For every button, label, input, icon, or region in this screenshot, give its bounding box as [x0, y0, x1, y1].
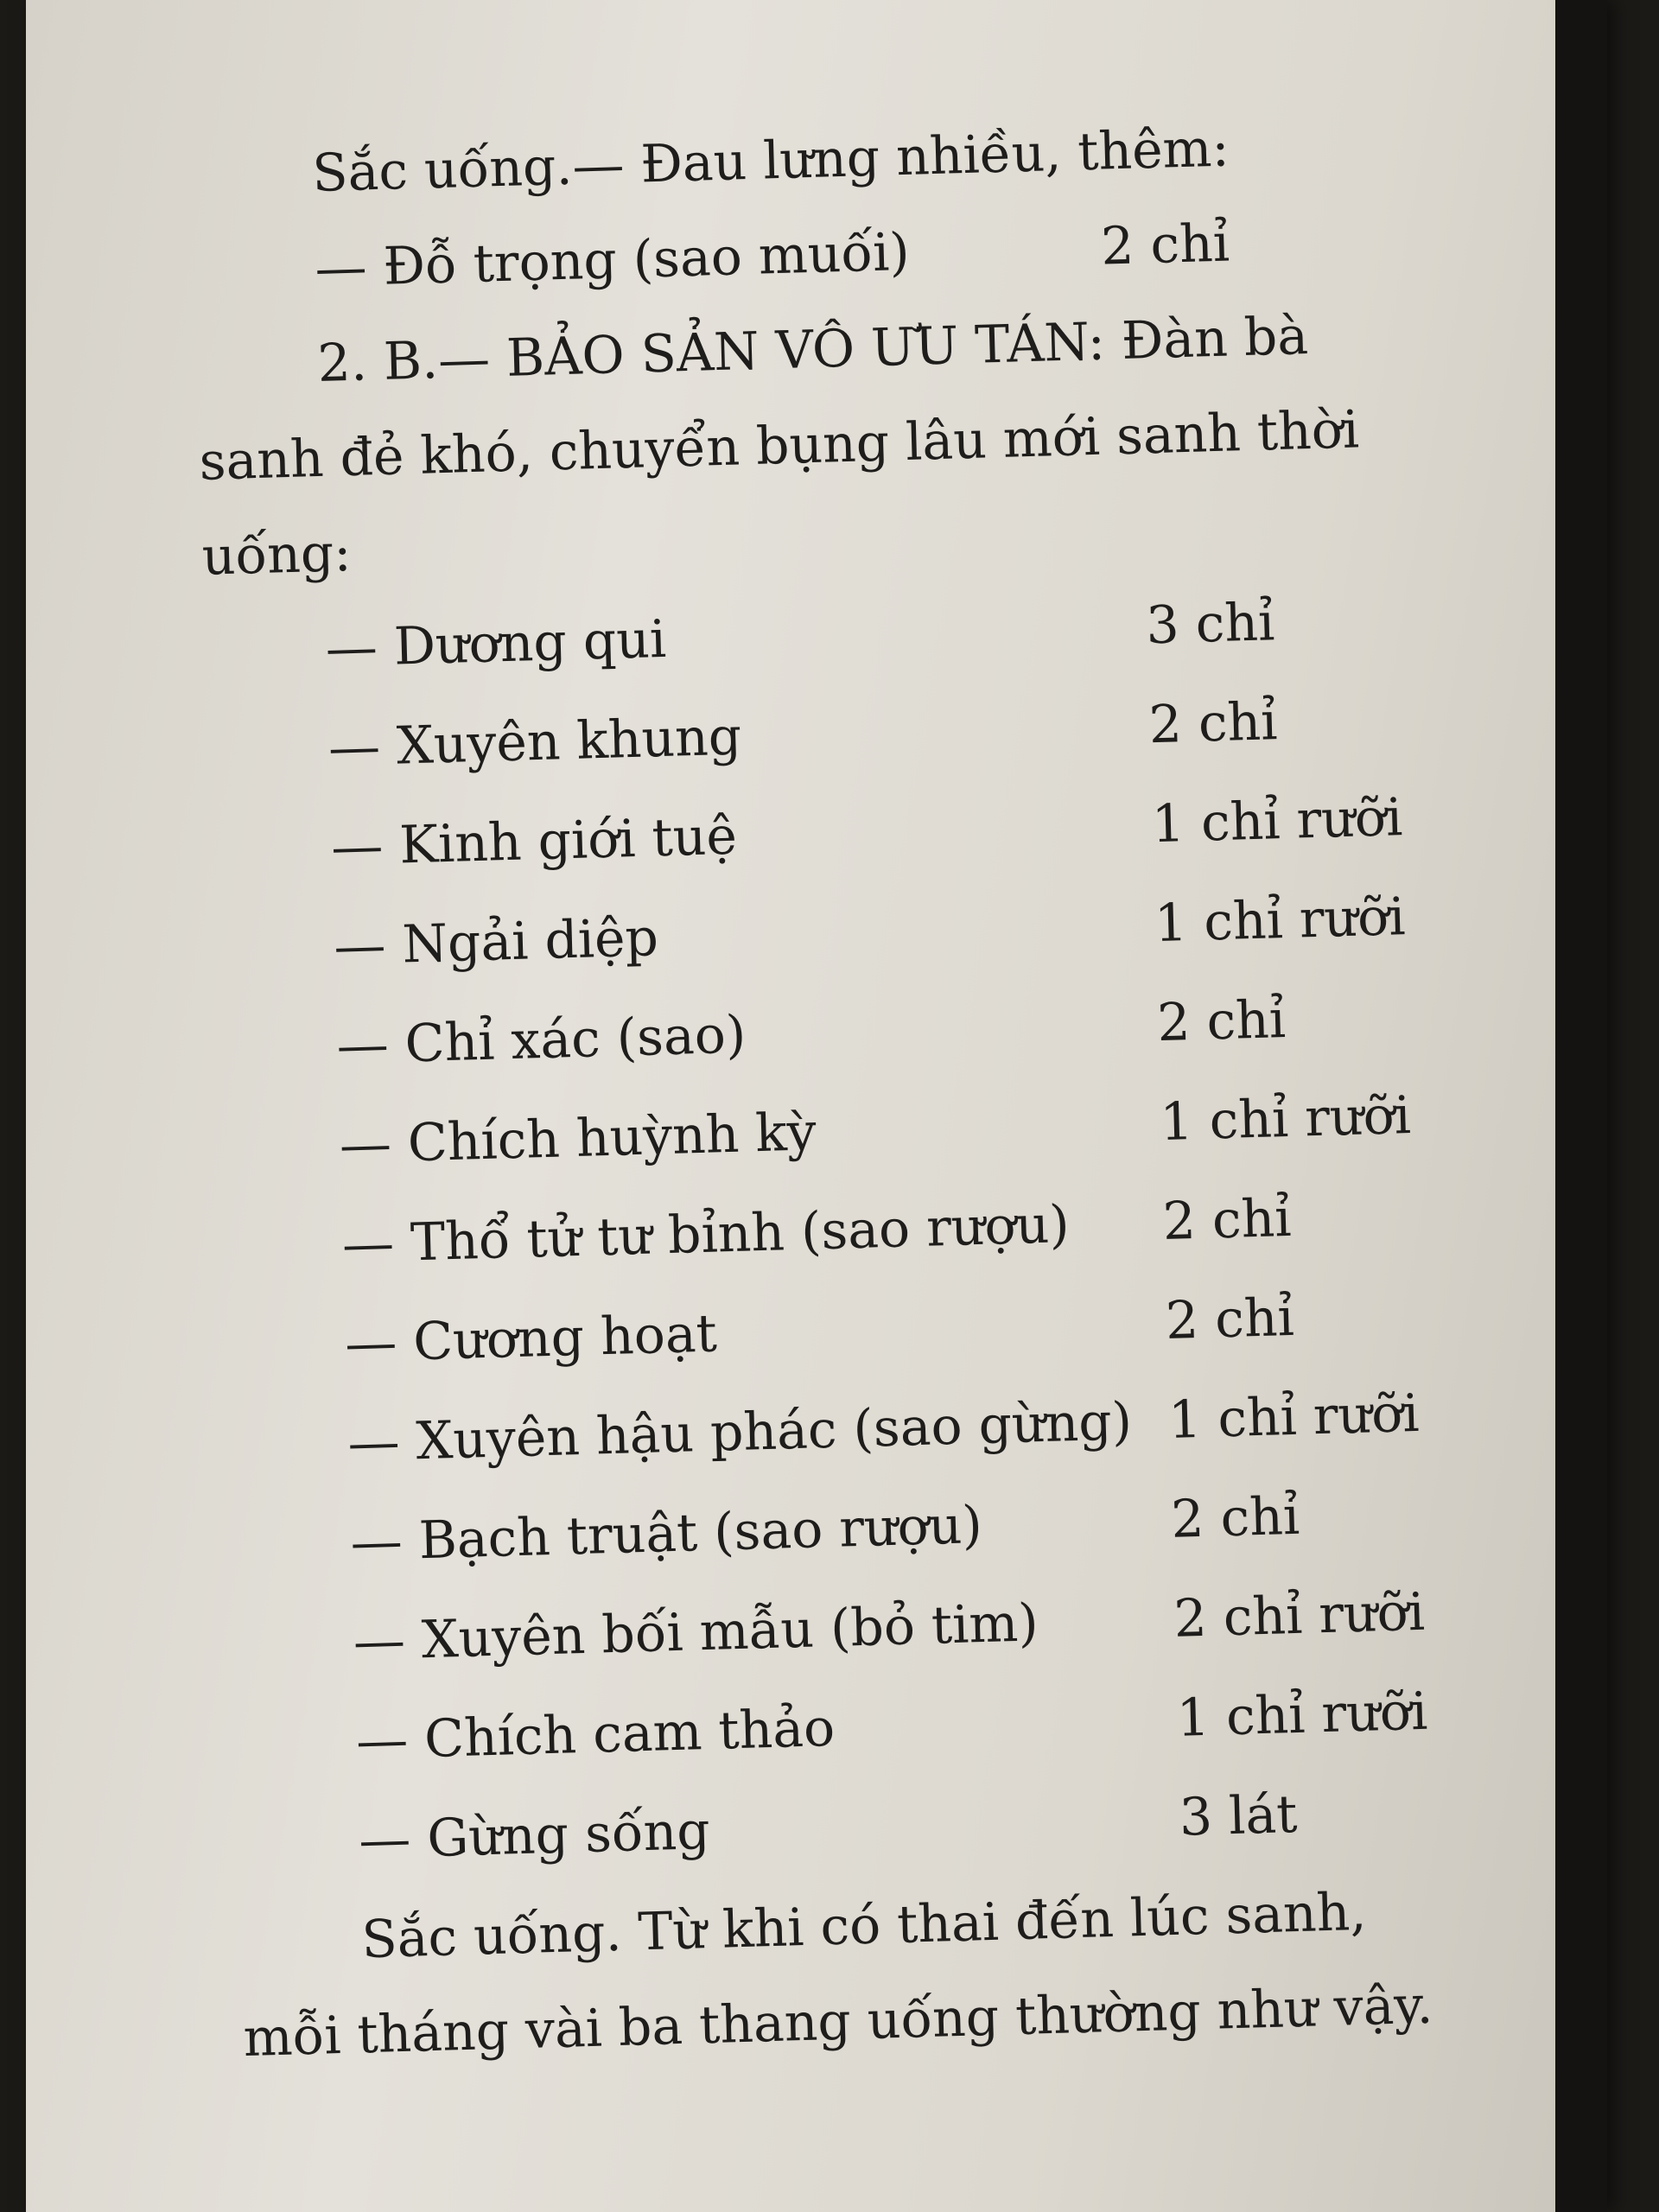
ingredient-name: — Chích cam thảo: [355, 1697, 836, 1772]
extra-ingredient-name: — Đỗ trọng (sao muối): [314, 221, 911, 300]
ingredient-qty: 1 chỉ rưỡi: [1159, 1085, 1412, 1154]
page-text: [190, 93, 1541, 2086]
ingredient-qty: 2 chỉ: [1161, 1187, 1293, 1253]
extra-ingredient-qty: 2 chỉ: [1100, 213, 1230, 277]
ingredient-qty: 2 chỉ: [1164, 1287, 1295, 1352]
ingredient-qty: 1 chỉ rưỡi: [1154, 887, 1407, 955]
ingredient-name: — Chích huỳnh kỳ: [338, 1102, 817, 1176]
ingredient-name: — Xuyên khung: [327, 706, 743, 779]
ingredient-qty: 1 chỉ rưỡi: [1150, 787, 1404, 855]
recipe-description-line-1: sanh đẻ khó, chuyển bụng lâu mới sanh thời: [198, 399, 1360, 493]
footer-line-1: Sắc uống. Từ khi có thai đến lúc sanh,: [360, 1881, 1368, 1971]
ingredient-qty: 2 chỉ: [1156, 989, 1287, 1054]
ingredient-name: — Thổ tử tư bỉnh (sao rượu): [341, 1194, 1071, 1275]
ingredient-qty: 1 chỉ rưỡi: [1167, 1382, 1421, 1451]
ingredient-name: — Xuyên hậu phác (sao gừng): [346, 1391, 1134, 1474]
ingredient-name: — Kinh giới tuệ: [330, 805, 738, 878]
ingredient-qty: 1 chỉ rưỡi: [1175, 1681, 1429, 1749]
recipe-description-line-2: uống:: [200, 523, 353, 588]
ingredient-name: — Cương hoạt: [344, 1303, 718, 1375]
ingredient-qty: 2 chỉ: [1170, 1485, 1300, 1550]
ingredient-name: — Bạch truật (sao rượu): [349, 1495, 983, 1573]
ingredient-name: — Gừng sống: [358, 1800, 711, 1872]
footer-line-2: mỗi tháng vài ba thang uống thường như vậy.: [242, 1974, 1434, 2069]
ingredient-qty: 3 lát: [1179, 1783, 1299, 1848]
ingredient-name: — Chỉ xác (sao): [335, 1004, 747, 1077]
book-page: [26, 0, 1607, 2212]
ingredient-qty: 2 chỉ: [1147, 691, 1279, 756]
book-cover-edge: [1555, 0, 1607, 2212]
ingredient-name: — Xuyên bối mẫu (bỏ tim): [352, 1592, 1039, 1673]
ingredient-name: — Dương qui: [324, 608, 667, 679]
ingredient-qty: 2 chỉ rưỡi: [1173, 1581, 1426, 1649]
intro-line: Sắc uống.— Đau lưng nhiều, thêm:: [311, 118, 1230, 205]
recipe-heading: 2. B.— BẢO SẢN VÔ ƯU TÁN: Đàn bà: [316, 305, 1309, 394]
ingredient-qty: 3 chỉ: [1145, 592, 1276, 657]
ingredient-name: — Ngải diệp: [333, 907, 659, 977]
ingredient-list: [203, 569, 1535, 1896]
